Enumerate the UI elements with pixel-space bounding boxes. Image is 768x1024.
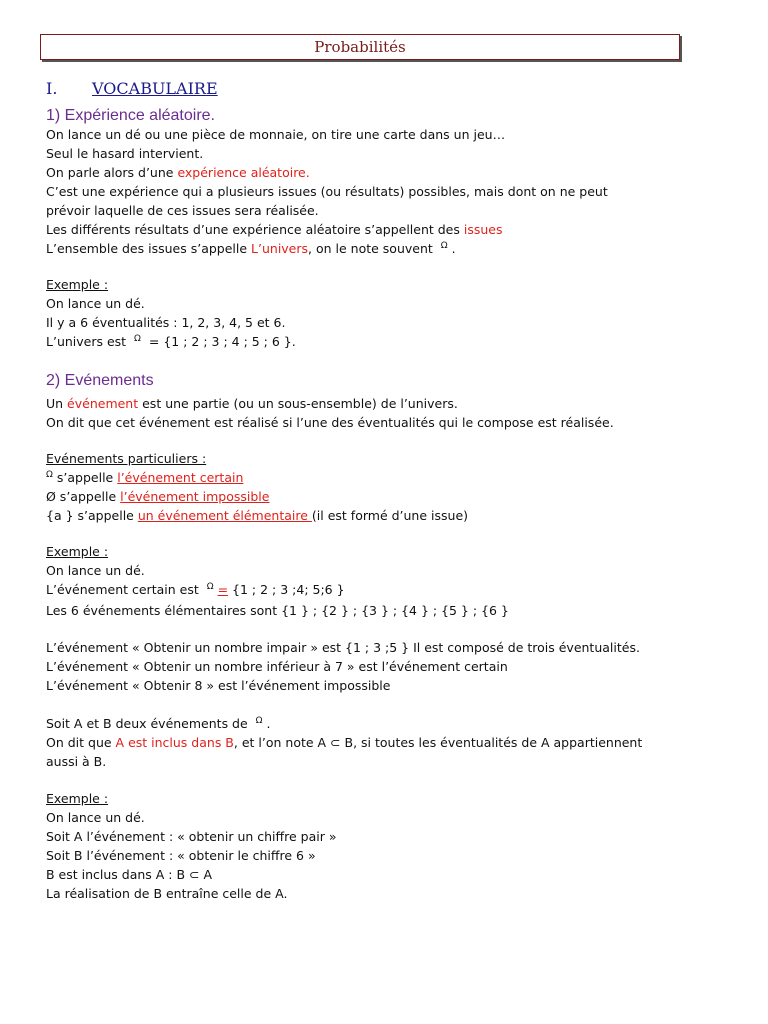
text: Un <box>46 396 68 411</box>
text: . <box>451 241 456 256</box>
term-highlight: l’événement certain <box>117 470 244 485</box>
section-label-particular: Evénements particuliers : <box>46 451 207 466</box>
paragraph-line <box>46 733 642 752</box>
page-title: Probabilités <box>40 34 680 60</box>
text: , on le note souvent <box>308 241 437 256</box>
term-highlight: issues <box>463 222 503 237</box>
paragraph-line <box>46 580 345 602</box>
paragraph-line: Soit B l’événement : « obtenir le chiffre 6 » <box>46 848 316 863</box>
example-label: Exemple : <box>46 544 109 559</box>
paragraph-line: C’est une expérience qui a plusieurs issues (ou résultats) possibles, mais dont on ne peut <box>46 184 608 199</box>
omega-symbol: Ω <box>206 582 214 592</box>
section-heading <box>46 79 218 98</box>
paragraph-line: Il y a 6 éventualités : 1, 2, 3, 4, 5 et 6. <box>46 315 286 330</box>
equals-sign: = <box>217 582 229 597</box>
paragraph-line: aussi à B. <box>46 754 107 769</box>
paragraph-line <box>46 220 502 239</box>
paragraph-line <box>46 163 310 182</box>
section-number: I. <box>46 79 58 98</box>
term-highlight: événement <box>67 396 139 411</box>
paragraph-line: On lance un dé. <box>46 296 145 311</box>
paragraph-line: On lance un dé ou une pièce de monnaie, on tire une carte dans un jeu… <box>46 127 506 142</box>
paragraph-line: On lance un dé. <box>46 563 145 578</box>
paragraph-line: L’événement « Obtenir un nombre inférieur à 7 » est l’événement certain <box>46 659 508 674</box>
text: Ø s’appelle <box>46 489 121 504</box>
text: = {1 ; 2 ; 3 ; 4 ; 5 ; 6 }. <box>144 334 296 349</box>
example-label: Exemple : <box>46 791 109 806</box>
term-highlight: expérience aléatoire. <box>177 165 310 180</box>
paragraph-line: Les 6 événements élémentaires sont {1 } ; {2 } ; {3 } ; {4 } ; {5 } ; {6 } <box>46 603 509 618</box>
term-highlight: un événement élémentaire <box>137 508 312 523</box>
text: (il est formé d’une issue) <box>311 508 469 523</box>
text: {a } s’appelle <box>46 508 138 523</box>
paragraph-line <box>46 239 456 261</box>
paragraph-line <box>46 332 296 354</box>
text: Soit A et B deux événements de <box>46 716 252 731</box>
paragraph-line <box>46 506 468 525</box>
section-label: VOCABULAIRE <box>92 79 218 98</box>
omega-symbol: Ω <box>46 470 53 480</box>
paragraph-line: L’événement « Obtenir 8 » est l’événement impossible <box>46 678 391 693</box>
text: est une partie (ou un sous-ensemble) de l’univers. <box>138 396 458 411</box>
text: On parle alors d’une <box>46 165 178 180</box>
text: {1 ; 2 ; 3 ;4; 5;6 } <box>228 582 345 597</box>
text: Les différents résultats d’une expérience aléatoire s’appellent des <box>46 222 464 237</box>
text: On dit que <box>46 735 116 750</box>
paragraph-line: L’événement « Obtenir un nombre impair » est {1 ; 3 ;5 } Il est composé de trois éventualités. <box>46 640 640 655</box>
paragraph-line <box>46 487 269 506</box>
text: L’ensemble des issues s’appelle <box>46 241 252 256</box>
term-highlight: A est inclus dans B <box>115 735 234 750</box>
paragraph-line <box>46 394 458 413</box>
example-label: Exemple : <box>46 277 109 292</box>
paragraph-line: B est inclus dans A : B ⊂ A <box>46 867 213 882</box>
paragraph-line: La réalisation de B entraîne celle de A. <box>46 886 288 901</box>
text: . <box>266 716 271 731</box>
term-highlight: L’univers <box>251 241 309 256</box>
omega-symbol: Ω <box>134 334 141 344</box>
paragraph-line: prévoir laquelle de ces issues sera réalisée. <box>46 203 319 218</box>
paragraph-line: On dit que cet événement est réalisé si l’une des éventualités qui le compose est réalisée. <box>46 415 614 430</box>
paragraph-line: Soit A l’événement : « obtenir un chiffre pair » <box>46 829 337 844</box>
text: s’appelle <box>56 470 118 485</box>
paragraph-line: On lance un dé. <box>46 810 145 825</box>
subsection-heading-2: 2) Evénements <box>46 372 154 389</box>
text: L’événement certain est <box>46 582 203 597</box>
text: L’univers est <box>46 334 131 349</box>
omega-symbol: Ω <box>255 716 263 726</box>
paragraph-line: Seul le hasard intervient. <box>46 146 204 161</box>
term-highlight: l’événement impossible <box>120 489 270 504</box>
subsection-heading-1: 1) Expérience aléatoire. <box>46 107 215 124</box>
text: , et l’on note A ⊂ B, si toutes les éventualités de A appartiennent <box>233 735 643 750</box>
omega-symbol: Ω <box>440 241 448 251</box>
